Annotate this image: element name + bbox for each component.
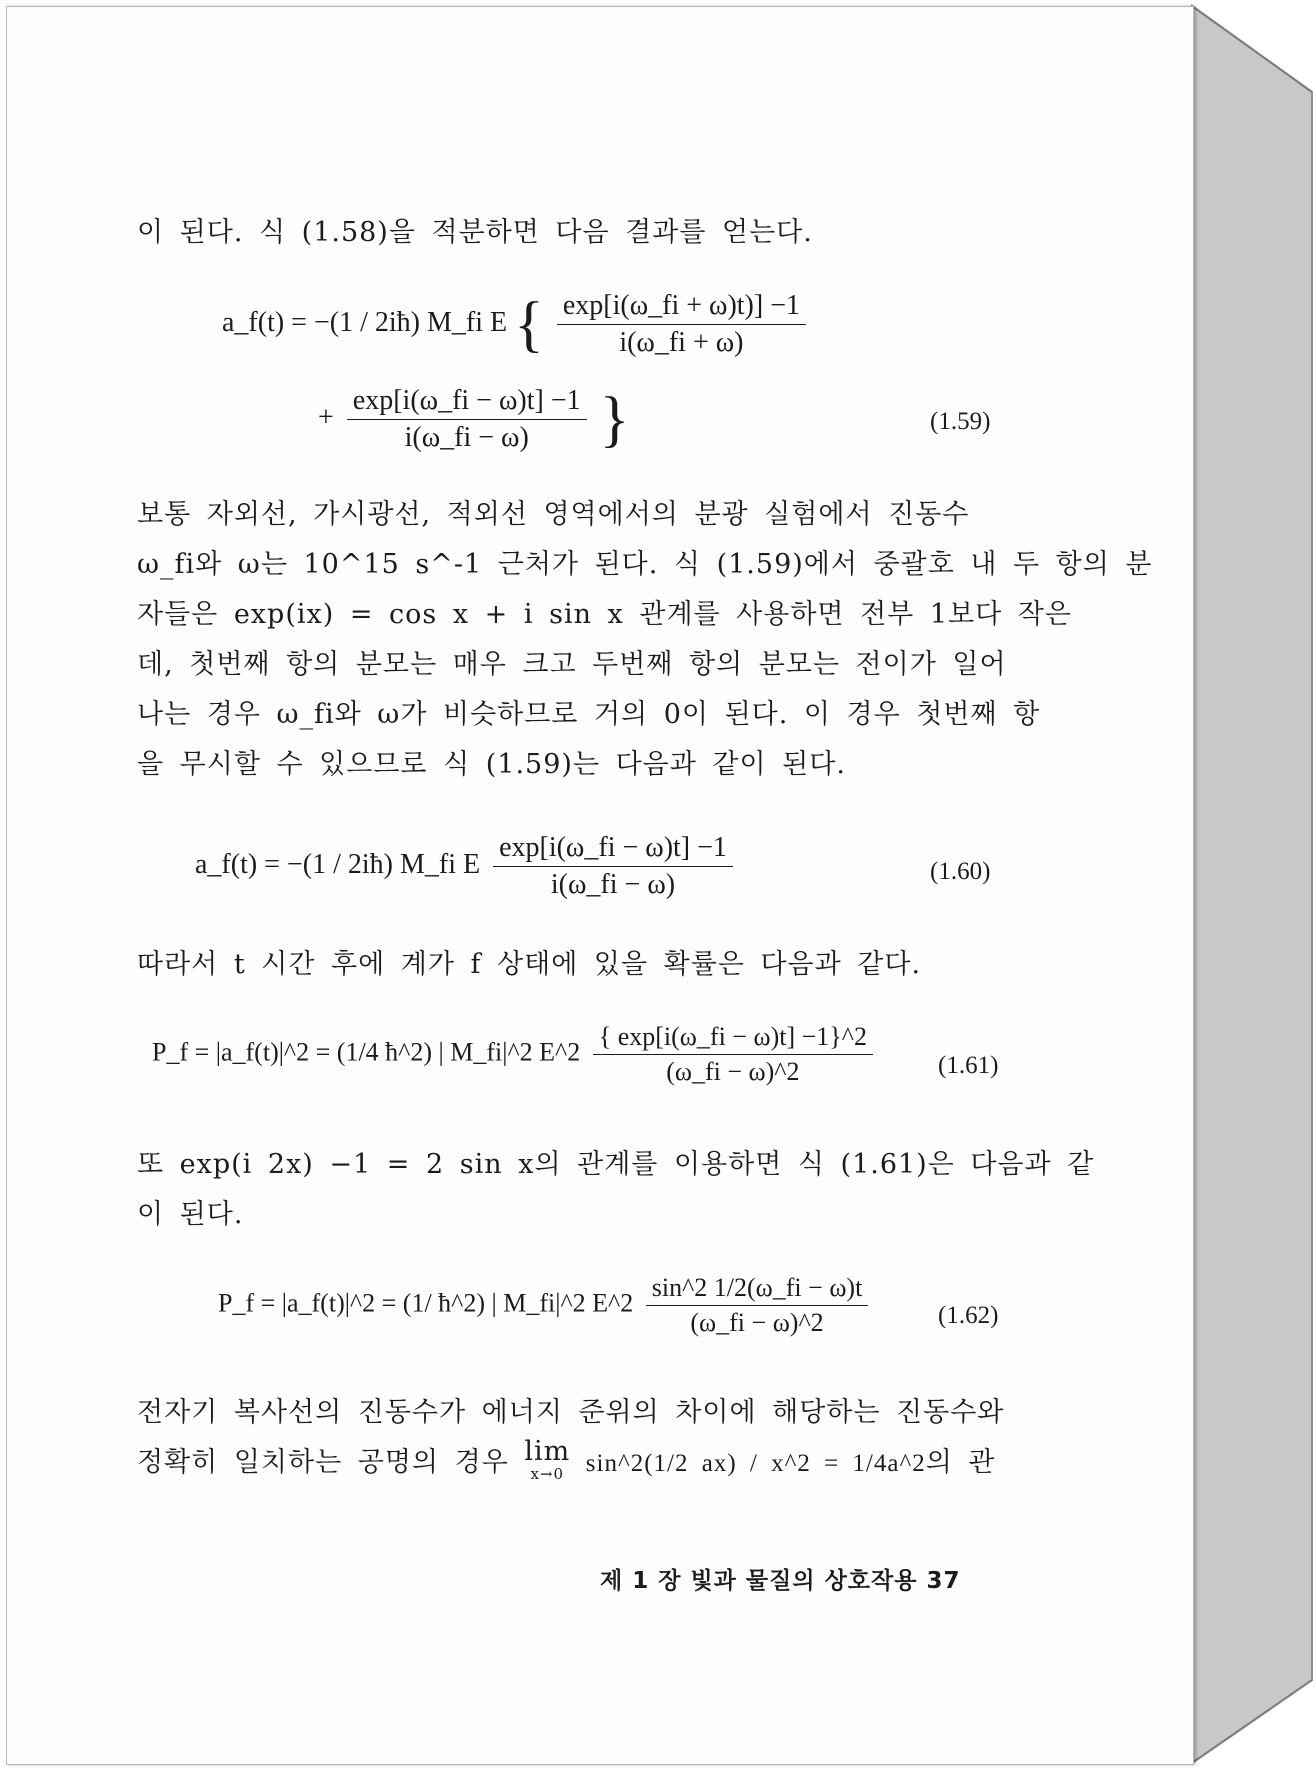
- equation-number-1-62: (1.62): [938, 1302, 999, 1329]
- equation-number-1-59: (1.59): [930, 408, 991, 435]
- paragraph-4: 전자기 복사선의 진동수가 에너지 준위의 차이에 해당하는 진동수와 정확히 일치하는 공명의 경우 lim x→0 sin^2(1/2 ax) / x^2 = 1/4a^2의 관: [137, 1397, 1005, 1483]
- eq159-fraction-1: [557, 290, 806, 359]
- plus-sign: +: [318, 401, 334, 433]
- intro-text: 이 된다. 식 (1.58)을 적분하면 다음 결과를 얻는다.: [137, 217, 813, 248]
- left-brace: {: [514, 290, 544, 359]
- eq161-denominator: (ω_fi − ω)^2: [666, 1057, 800, 1086]
- paragraph-3: 또 exp(i 2x) −1 = 2 sin x의 관계를 이용하면 식 (1.61)은 다음과 같 이 된다.: [137, 1149, 1095, 1230]
- equation-number-1-60: (1.60): [930, 858, 991, 885]
- equation-1-61: [152, 1022, 879, 1087]
- eq162-numerator: sin^2 1/2(ω_fi − ω)t: [646, 1273, 869, 1306]
- eq160-fraction: [493, 832, 733, 901]
- eq162-lhs: P_f = |a_f(t)|^2 = (1/ ħ^2) | M_fi|^2 E^2: [218, 1288, 634, 1318]
- eq159-frac1-numerator: exp[i(ω_fi + ω)t)] −1: [557, 290, 806, 325]
- paragraph-4-tail: 의 관: [925, 1447, 996, 1478]
- paragraph-4-line2-text: 정확히 일치하는 공명의 경우: [137, 1447, 509, 1478]
- eq159-lhs: a_f(t) = −(1 / 2iħ) M_fi E: [222, 306, 508, 338]
- eq159-frac2-denominator: i(ω_fi − ω): [404, 422, 529, 453]
- eq160-numerator: exp[i(ω_fi − ω)t] −1: [493, 832, 733, 867]
- eq161-fraction: [593, 1022, 873, 1087]
- equation-1-59-line1: [222, 290, 812, 359]
- eq161-lhs: P_f = |a_f(t)|^2 = (1/4 ħ^2) | M_fi|^2 E^2: [152, 1037, 581, 1067]
- paragraph-1: 보통 자외선, 가시광선, 적외선 영역에서의 분광 실험에서 진동수 ω_fi와 ω는 10^15 s^-1 근처가 된다. 식 (1.59)에서 중괄호 내 두 항의 분 자들은 exp(ix) = cos x + i sin x 관계를 사용하면 전부 1보다 작은 데, 첫번째 항의 분모는 매우 크고 두번째 항의 분모는 전이가 일어 나는 경우 ω_fi와 ω가 비슷하므로 거의 0이 된다. 이 경우 첫번째 항 을 무시할 수 있으므로 식 (1.59)는 다음과 같이 된다.: [137, 499, 1153, 780]
- limit-operator: [524, 1438, 570, 1482]
- eq159-frac2-numerator: exp[i(ω_fi − ω)t] −1: [347, 385, 587, 420]
- paragraph-2: 따라서 t 시간 후에 계가 f 상태에 있을 확률은 다음과 같다.: [137, 949, 922, 980]
- eq161-numerator: { exp[i(ω_fi − ω)t] −1}^2: [593, 1022, 873, 1055]
- page-footer: 제 1 장 빛과 물질의 상호작용 37: [600, 1568, 961, 1594]
- equation-1-60: [195, 832, 739, 901]
- eq160-lhs: a_f(t) = −(1 / 2iħ) M_fi E: [195, 848, 481, 880]
- right-brace: }: [599, 385, 630, 454]
- equation-1-62: [218, 1273, 874, 1338]
- eq162-denominator: (ω_fi − ω)^2: [690, 1308, 824, 1337]
- eq159-frac1-denominator: i(ω_fi + ω): [619, 327, 744, 358]
- limit-expression: sin^2(1/2 ax) / x^2 = 1/4a^2: [585, 1450, 926, 1477]
- eq159-fraction-2: [347, 385, 587, 454]
- eq162-fraction: [646, 1273, 869, 1338]
- equation-number-1-61: (1.61): [938, 1052, 999, 1079]
- equation-1-59-line2: [318, 385, 629, 454]
- eq160-denominator: i(ω_fi − ω): [550, 869, 676, 900]
- lim-subscript: x→0: [530, 1465, 565, 1483]
- lim-label: lim: [524, 1436, 571, 1467]
